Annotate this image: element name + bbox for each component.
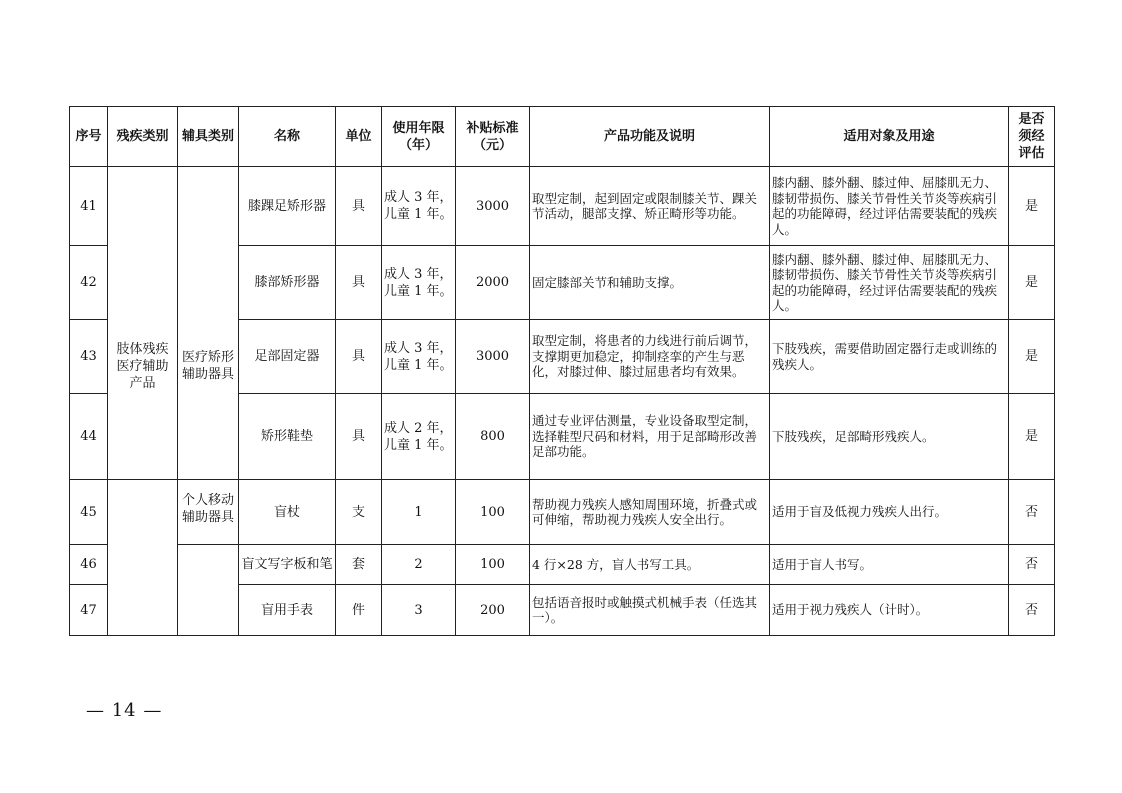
header-subsidy: 补贴标准 （元） xyxy=(456,107,530,167)
row-subsidy: 3000 xyxy=(456,167,530,246)
table-row xyxy=(70,545,1055,585)
header-no: 序号 xyxy=(70,107,108,167)
row-no: 45 xyxy=(70,480,108,545)
header-unit: 单位 xyxy=(336,107,382,167)
table-row xyxy=(70,167,1055,246)
row-subsidy: 100 xyxy=(456,480,530,545)
row-name: 膝部矫形器 xyxy=(239,246,336,320)
row-name: 足部固定器 xyxy=(239,320,336,394)
row-years: 2 xyxy=(382,545,456,585)
disability-category-cell-empty xyxy=(108,480,178,636)
row-target: 下肢残疾，足部畸形残疾人。 xyxy=(770,394,1009,480)
row-years: 1 xyxy=(382,480,456,545)
row-unit: 支 xyxy=(336,480,382,545)
row-unit: 具 xyxy=(336,167,382,246)
row-name: 盲文写字板和笔 xyxy=(239,545,336,585)
row-no: 44 xyxy=(70,394,108,480)
row-unit: 具 xyxy=(336,246,382,320)
page-number: — 14 — xyxy=(86,700,163,721)
row-target: 下肢残疾，需要借助固定器行走或训练的残疾人。 xyxy=(770,320,1009,394)
row-subsidy: 200 xyxy=(456,585,530,636)
header-function: 产品功能及说明 xyxy=(530,107,770,167)
row-no: 47 xyxy=(70,585,108,636)
row-subsidy: 3000 xyxy=(456,320,530,394)
row-assess: 是 xyxy=(1009,320,1055,394)
row-subsidy: 2000 xyxy=(456,246,530,320)
row-target: 适用于视力残疾人（计时）。 xyxy=(770,585,1009,636)
disability-category-cell: 肢体残疾 医疗辅助 产品 xyxy=(108,167,178,480)
subsidy-table xyxy=(69,106,1055,636)
row-years: 成人 3 年， 儿童 1 年。 xyxy=(382,167,456,246)
row-subsidy: 100 xyxy=(456,545,530,585)
row-unit: 套 xyxy=(336,545,382,585)
row-function: 取型定制，起到固定或限制膝关节、踝关节活动，腿部支撑、矫正畸形等功能。 xyxy=(530,167,770,246)
row-function: 包括语音报时或触摸式机械手表（任选其一）。 xyxy=(530,585,770,636)
device-category-cell: 医疗矫形 辅助器具 xyxy=(178,167,239,480)
header-name: 名称 xyxy=(239,107,336,167)
header-years: 使用年限 （年） xyxy=(382,107,456,167)
header-disability-category: 残疾类别 xyxy=(108,107,178,167)
row-assess: 否 xyxy=(1009,480,1055,545)
row-no: 42 xyxy=(70,246,108,320)
row-target: 膝内翻、膝外翻、膝过伸、屈膝肌无力、膝韧带损伤、膝关节骨性关节炎等疾病引起的功能障碍，经过评估需要装配的残疾人。 xyxy=(770,246,1009,320)
device-category-cell: 个人移动 辅助器具 xyxy=(178,480,239,545)
row-function: 通过专业评估测量，专业设备取型定制，选择鞋型尺码和材料，用于足部畸形改善足部功能。 xyxy=(530,394,770,480)
row-years: 成人 3 年， 儿童 1 年。 xyxy=(382,320,456,394)
row-assess: 是 xyxy=(1009,394,1055,480)
row-unit: 具 xyxy=(336,320,382,394)
row-assess: 是 xyxy=(1009,167,1055,246)
row-unit: 具 xyxy=(336,394,382,480)
row-name: 盲用手表 xyxy=(239,585,336,636)
row-no: 41 xyxy=(70,167,108,246)
row-function: 固定膝部关节和辅助支撑。 xyxy=(530,246,770,320)
row-assess: 否 xyxy=(1009,585,1055,636)
row-name: 膝踝足矫形器 xyxy=(239,167,336,246)
table-row xyxy=(70,480,1055,545)
header-device-category: 辅具类别 xyxy=(178,107,239,167)
device-category-cell-empty xyxy=(178,545,239,636)
table-header-row xyxy=(70,107,1055,167)
row-subsidy: 800 xyxy=(456,394,530,480)
row-target: 适用于盲人书写。 xyxy=(770,545,1009,585)
row-function: 取型定制，将患者的力线进行前后调节，支撑期更加稳定，抑制痉挛的产生与恶化，对膝过伸、膝过屈患者均有效果。 xyxy=(530,320,770,394)
row-years: 成人 2 年， 儿童 1 年。 xyxy=(382,394,456,480)
header-assess: 是否 须经 评估 xyxy=(1009,107,1055,167)
header-target: 适用对象及用途 xyxy=(770,107,1009,167)
row-name: 盲杖 xyxy=(239,480,336,545)
row-no: 43 xyxy=(70,320,108,394)
row-assess: 是 xyxy=(1009,246,1055,320)
row-assess: 否 xyxy=(1009,545,1055,585)
row-years: 成人 3 年， 儿童 1 年。 xyxy=(382,246,456,320)
row-unit: 件 xyxy=(336,585,382,636)
row-no: 46 xyxy=(70,545,108,585)
row-target: 膝内翻、膝外翻、膝过伸、屈膝肌无力、膝韧带损伤、膝关节骨性关节炎等疾病引起的功能障碍，经过评估需要装配的残疾人。 xyxy=(770,167,1009,246)
row-years: 3 xyxy=(382,585,456,636)
row-target: 适用于盲及低视力残疾人出行。 xyxy=(770,480,1009,545)
row-name: 矫形鞋垫 xyxy=(239,394,336,480)
row-function: 帮助视力残疾人感知周围环境，折叠式或可伸缩，帮助视力残疾人安全出行。 xyxy=(530,480,770,545)
row-function: 4 行×28 方，盲人书写工具。 xyxy=(530,545,770,585)
